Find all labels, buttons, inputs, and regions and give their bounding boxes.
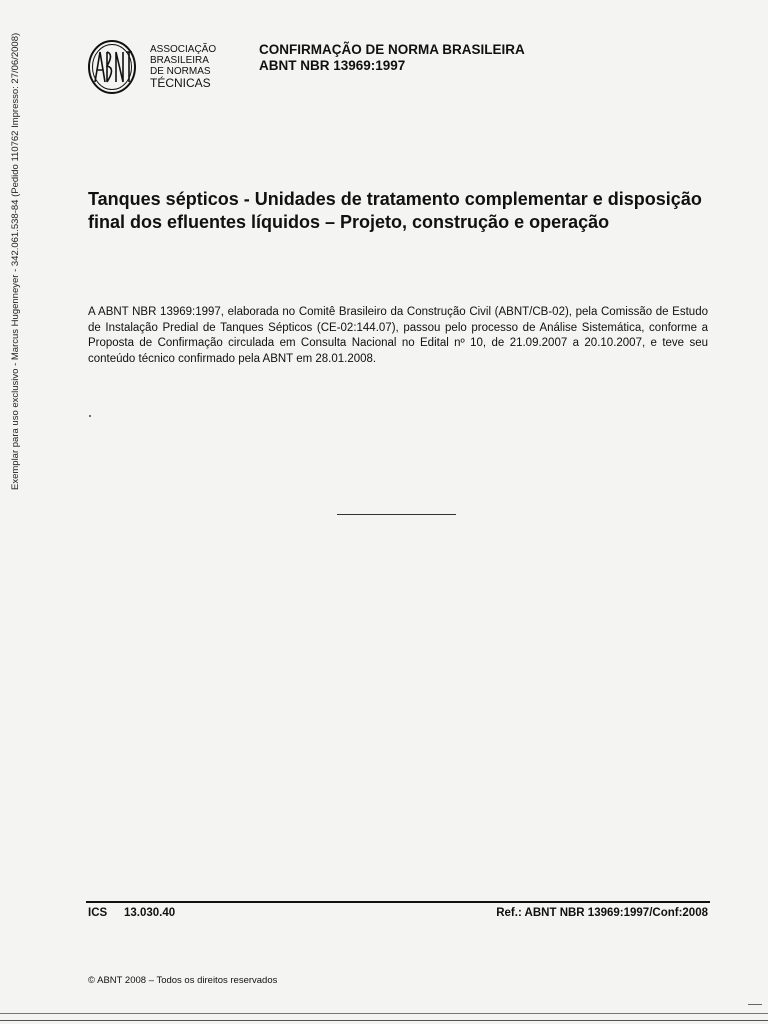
confirmation-title: CONFIRMAÇÃO DE NORMA BRASILEIRA <box>259 42 525 57</box>
ics-label: ICS <box>88 907 108 919</box>
document-title: Tanques sépticos - Unidades de tratamento complementar e disposição final dos efluentes líquidos – Projeto, construção e operação <box>88 189 702 232</box>
standard-code: ABNT NBR 13969:1997 <box>259 58 406 73</box>
copyright-notice: © ABNT 2008 – Todos os direitos reservados <box>88 975 278 986</box>
logo-line-4: TÉCNICAS <box>150 76 211 90</box>
watermark-side-note: Exemplar para uso exclusivo - Marcus Hugenneyer - 342.061.538-84 (Pedido 110762 Impresso: 27/06/2008) <box>10 32 21 490</box>
logo-line-2: BRASILEIRA <box>150 55 209 66</box>
abnt-logo-text <box>150 44 216 90</box>
section-separator <box>337 514 456 515</box>
scan-edge-line <box>0 1013 768 1014</box>
scan-mark <box>748 1004 762 1005</box>
footer-rule <box>86 901 710 903</box>
ics-code: 13.030.40 <box>124 907 176 919</box>
logo-line-3: DE NORMAS <box>150 66 211 77</box>
scan-edge-line <box>0 1020 768 1021</box>
abnt-logo-icon <box>86 38 138 96</box>
confirmation-body: A ABNT NBR 13969:1997, elaborada no Comitê Brasileiro da Construção Civil (ABNT/CB-02), pela Comissão de Estudo de Instalação Predial de Tanques Sépticos (CE-02:144.07), passou pelo processo de Análise Sistemática, conforme a Proposta de Confirmação circulada em Consulta Nacional no Edital nº 10, de 21.09.2007 a 20.10.2007, e teve seu conteúdo técnico confirmado pela ABNT em 28.01.2008. <box>88 306 708 365</box>
logo-line-1: ASSOCIAÇÃO <box>150 44 217 55</box>
reference-code: Ref.: ABNT NBR 13969:1997/Conf:2008 <box>496 907 708 919</box>
confirmation-header <box>259 42 525 74</box>
scan-speck <box>89 415 91 417</box>
